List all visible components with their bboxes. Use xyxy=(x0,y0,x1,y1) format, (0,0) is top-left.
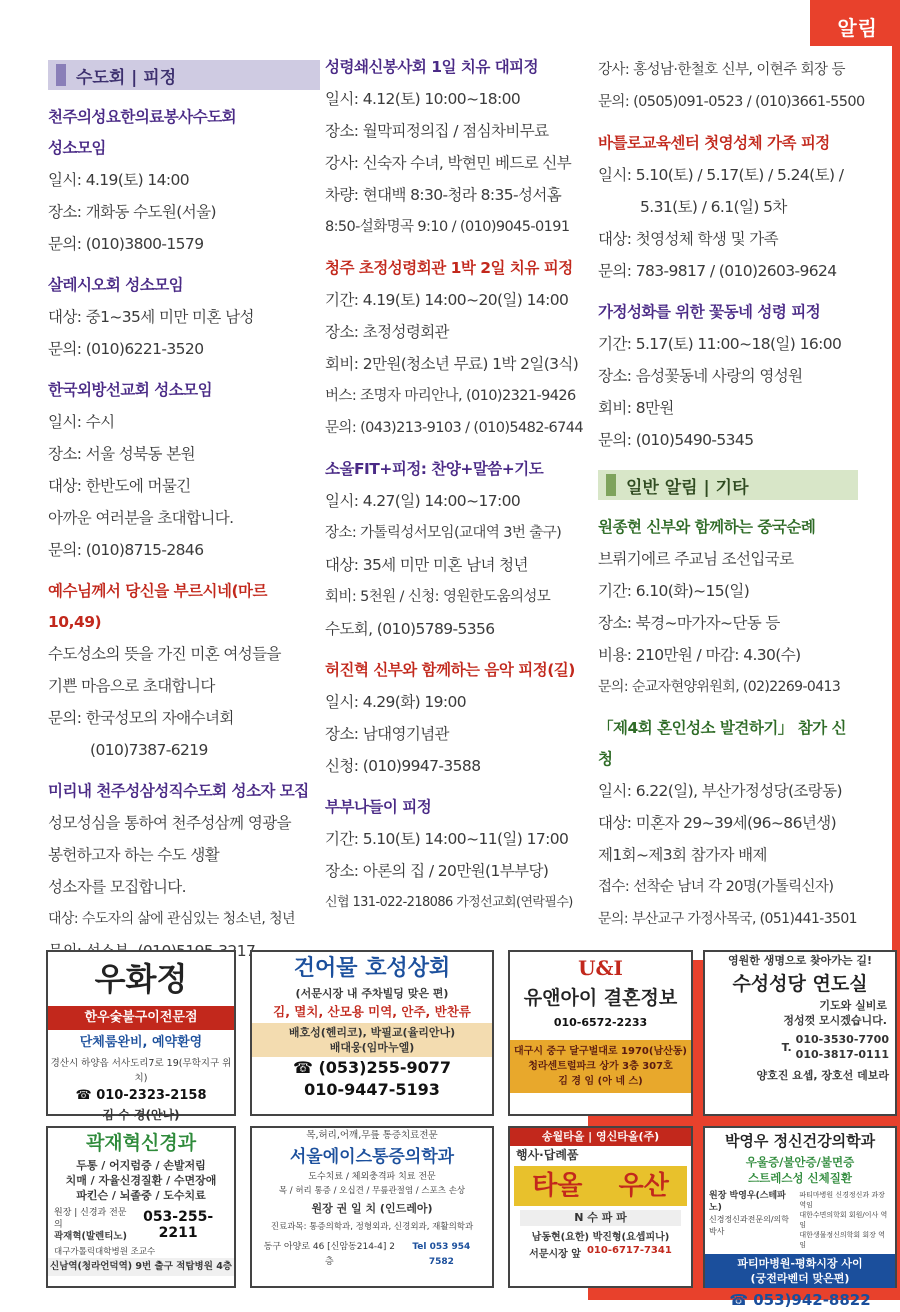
ad-parish-funeral xyxy=(703,950,897,1116)
ad-name: 곽재혁신경과 xyxy=(85,1132,197,1154)
ad-people: 배대웅(임마누엘) xyxy=(329,1041,415,1054)
ad-sub: 단체룸완비, 예약환영 xyxy=(79,1035,203,1050)
notice-line: 대상: 수도자의 삶에 관심있는 청소년, 청년 xyxy=(48,911,295,927)
ad-items: 김, 멸치, 산모용 미역, 안주, 반찬류 xyxy=(273,1004,471,1019)
ad-address: 동구 아양로 46 [신암동214-4] 2층 xyxy=(263,1242,396,1267)
ad-line: 치매 / 자율신경질환 / 수면장애 xyxy=(65,1174,217,1187)
notice-title: 원종현 신부와 함께하는 중국순례 xyxy=(598,518,816,536)
notice-line: 대상: 중1~35세 미만 미혼 남성 xyxy=(48,308,254,326)
notice-title: 바틀로교육센터 첫영성체 가족 피정 xyxy=(598,134,830,152)
notice-line: 성소자를 모집합니다. xyxy=(48,878,187,896)
notice-line: 기간: 4.19(토) 14:00~20(일) 14:00 xyxy=(325,291,569,309)
notice-title: 예수님께서 당신을 부르시네(마르 10,49) xyxy=(48,582,267,631)
notice-line: 일시: 6.22(일), 부산가정성당(조랑동) xyxy=(598,782,842,800)
notice-line: 일시: 수시 xyxy=(48,413,115,431)
notice-item xyxy=(48,776,320,967)
notice-line: 문의: 한국성모의 자애수녀회 xyxy=(48,709,234,727)
ad-owner: 양호진 요셉, 장호선 데보라 xyxy=(756,1069,889,1082)
ad-line: 두통 / 어지럼증 / 손발저림 xyxy=(76,1159,206,1172)
ad-band: 파티마병원-평화시장 사이 xyxy=(737,1257,863,1270)
notice-line: 문의: 부산교구 가정사목국, (051)441-3501 xyxy=(598,911,857,927)
notice-line: 강사: 신숙자 수녀, 박현민 베드로 신부 xyxy=(325,154,572,172)
notice-line: 일시: 4.12(토) 10:00~18:00 xyxy=(325,90,521,108)
ad-top: 목,허리,어깨,무릎 통증치료전문 xyxy=(306,1130,438,1141)
ad-pain-clinic xyxy=(250,1126,494,1288)
notice-line: 장소: 남대영기념관 xyxy=(325,725,449,743)
notice-line: 수도회, (010)5789-5356 xyxy=(325,620,495,638)
notice-title: 소울FIT+피정: 찬양+말씀+기도 xyxy=(325,460,544,478)
ad-phone: ☎ 010-2323-2158 xyxy=(75,1088,207,1103)
notice-item xyxy=(48,270,320,365)
notice-line: 수도성소의 뜻을 가진 미혼 여성들을 xyxy=(48,645,281,663)
notice-line: 기쁜 마음으로 초대합니다 xyxy=(48,677,215,695)
notice-line: 접수: 선착순 남녀 각 20명(가톨릭신자) xyxy=(598,879,834,895)
ad-logo: U&I xyxy=(578,956,623,980)
ad-towel-umbrella xyxy=(508,1126,693,1288)
ad-message: 정성껏 모시겠습니다. xyxy=(783,1014,887,1027)
notice-line: 차량: 현대백 8:30-청라 8:35-성서홈 xyxy=(325,186,562,204)
notice-line: 회비: 2만원(청소년 무료) 1박 2일(3식) xyxy=(325,355,579,373)
section-header-retreat: 수도회 | 피정 xyxy=(48,60,320,90)
ad-message: 기도와 실비로 xyxy=(819,999,887,1012)
notice-line: 제1회~제3회 참가자 배제 xyxy=(598,846,767,864)
notice-title: 미리내 천주성삼성직수도회 성소자 모집 xyxy=(48,782,309,800)
ad-map: N 수 파 파 xyxy=(520,1210,681,1226)
notice-title: 「제4회 혼인성소 발견하기」 참가 신청 xyxy=(598,719,847,768)
ad-name: 서울에이스통증의학과 xyxy=(289,1147,455,1167)
ad-doctor: 원장 박영우(스테파노) xyxy=(709,1191,786,1213)
notice-line: 신청: (010)9947-3588 xyxy=(325,757,481,775)
ad-line: 스트레스성 신체질환 xyxy=(748,1171,852,1185)
notice-title: 성소모임 xyxy=(48,139,106,157)
notice-line: 문의: 순교자현양위원회, (02)2269-0413 xyxy=(598,679,841,695)
notice-line: 8:50-설화명곡 9:10 / (010)9045-0191 xyxy=(325,219,570,235)
notice-line: 문의: (010)3800-1579 xyxy=(48,235,204,253)
notice-line: 문의: (010)5490-5345 xyxy=(598,431,754,449)
notice-line: 회비: 5천원 / 신청: 영원한도움의성모 xyxy=(325,589,551,605)
notice-line: 장소: 초정성령회관 xyxy=(325,323,449,341)
section-label: 알림 xyxy=(837,16,878,40)
ad-top: 영원한 생명으로 찾아가는 길! xyxy=(727,954,873,967)
ad-band: 한우숯불구이전문점 xyxy=(48,1006,234,1030)
notice-line: 일시: 4.29(화) 19:00 xyxy=(325,693,467,711)
notice-line: 장소: 가톨릭성서모임(교대역 3번 출구) xyxy=(325,525,562,541)
ad-line: 도수치료 / 체외충격파 치료 전문 xyxy=(308,1172,436,1182)
ad-phone: 010-9447-5193 xyxy=(304,1080,440,1099)
ad-doctor: 원장 | 신경과 전문의 xyxy=(54,1208,127,1230)
notice-line: 장소: 월막피정의집 / 점심차비무료 xyxy=(325,122,549,140)
ad-marriage-agency xyxy=(508,950,693,1116)
ad-address: 대구시 중구 달구벌대로 1970(남산동) xyxy=(514,1046,687,1057)
ad-people: 배호성(헨리코), 박필교(율리안나) xyxy=(288,1026,456,1039)
ad-dried-seafood xyxy=(250,950,494,1116)
notice-item xyxy=(325,52,597,243)
ad-phone: 010-6572-2233 xyxy=(553,1016,648,1029)
ad-address: 경산시 하양읍 서사도리7로 19(무학지구 위치) xyxy=(50,1058,232,1084)
notice-line: 일시: 5.10(토) / 5.17(토) / 5.24(토) / xyxy=(598,166,844,184)
notice-line: 성모성심을 통하여 천주성삼께 영광을 xyxy=(48,814,291,832)
notice-item xyxy=(325,655,597,782)
notice-title: 천주의성요한의료봉사수도회 xyxy=(48,108,237,126)
ad-phone: ☎ (053)255-9077 xyxy=(292,1058,452,1077)
notice-line: 기간: 5.10(토) 14:00~11(일) 17:00 xyxy=(325,830,569,848)
notice-item xyxy=(598,713,858,935)
ad-psychiatry-clinic xyxy=(703,1126,897,1309)
notice-line: 일시: 4.27(일) 14:00~17:00 xyxy=(325,492,521,510)
notice-line: 기간: 6.10(화)~15(일) xyxy=(598,582,750,600)
notice-line: 신협 131-022-218086 가정선교회(연락필수) xyxy=(325,895,573,910)
ad-sub: 행사·답례품 xyxy=(516,1148,579,1162)
ad-location: 서문시장 앞 xyxy=(529,1249,581,1260)
notice-item xyxy=(325,792,597,919)
ad-phone: 053-255-2211 xyxy=(143,1209,214,1241)
ad-owner: 김 경 임 (아 네 스) xyxy=(558,1076,643,1087)
ad-history: 대한생물정신의학회 회장 역임 xyxy=(799,1231,885,1249)
notice-line: 강사: 홍성남·한철호 신부, 이현주 회장 등 xyxy=(598,62,845,78)
ad-phone: Tel 053 954 7582 xyxy=(412,1242,471,1267)
notice-item xyxy=(48,375,320,566)
notice-line: 대상: 첫영성체 학생 및 가족 xyxy=(598,230,779,248)
ad-doctor: 곽재혁(발렌티노) xyxy=(54,1231,127,1242)
notice-item xyxy=(598,297,858,456)
ad-line: 우울증/불안증/불면증 xyxy=(745,1155,855,1169)
notice-line: 5.31(토) / 6.1(일) 5차 xyxy=(640,198,787,216)
notice-line: 장소: 아론의 집 / 20만원(1부부당) xyxy=(325,862,549,880)
notice-title: 허진혁 신부와 함께하는 음악 피정(길) xyxy=(325,661,575,679)
notice-line: 기간: 5.17(토) 11:00~18(일) 16:00 xyxy=(598,335,842,353)
notice-item xyxy=(48,102,320,260)
ad-line: 파킨슨 / 뇌졸중 / 도수치료 xyxy=(76,1189,206,1202)
section-header-general: 일반 알림 | 기타 xyxy=(598,470,858,500)
ad-restaurant xyxy=(46,950,236,1122)
ad-top: 송월타올 | 영신타올(주) xyxy=(510,1128,691,1146)
ad-phone: 010-6717-7341 xyxy=(586,1245,672,1256)
ad-name: 건어물 호성상회 xyxy=(293,956,451,981)
notice-item xyxy=(598,512,858,703)
notice-title: 한국외방선교회 성소모임 xyxy=(48,381,213,399)
notice-title: 부부나들이 피정 xyxy=(325,798,432,816)
notice-item xyxy=(325,454,597,645)
notice-line: 문의: (043)213-9103 / (010)5482-6744 xyxy=(325,420,584,436)
ad-phone: ☎ 053)942-8822 xyxy=(729,1291,871,1309)
notice-line: 버스: 조명자 마리안나, (010)2321-9426 xyxy=(325,388,576,404)
ad-band: (궁전라벤더 맞은편) xyxy=(750,1272,850,1285)
notice-title: 가정성화를 위한 꽃동네 성령 피정 xyxy=(598,303,821,321)
ad-owner: 김 수 경(안나) xyxy=(102,1108,180,1122)
notice-line: 문의: (0505)091-0523 / (010)3661-5500 xyxy=(598,94,865,110)
notice-title: 살레시오회 성소모임 xyxy=(48,276,184,294)
notice-line: 문의: 783-9817 / (010)2603-9624 xyxy=(598,262,837,280)
notice-line: 문의: (010)6221-3520 xyxy=(48,340,204,358)
ad-note: (서문시장 내 주차빌딩 맞은 편) xyxy=(295,987,449,1000)
ad-doctor: 원장 권 일 치 (인드레아) xyxy=(311,1202,433,1215)
ad-cert: 대구가톨릭대학병원 조교수 xyxy=(54,1247,156,1257)
ad-history: 파티마병원 신경정신과 과장 역임 xyxy=(799,1191,885,1209)
column-2 xyxy=(325,52,597,919)
ad-name: 유앤아이 결혼정보 xyxy=(523,987,678,1009)
column-1 xyxy=(48,52,320,967)
notice-item xyxy=(48,576,320,766)
notice-title: 청주 초정성령회관 1박 2일 치유 피정 xyxy=(325,259,573,277)
notice-line: 봉헌하고자 하는 수도 생활 xyxy=(48,846,220,864)
notice-line: 대상: 35세 미만 미혼 남녀 청년 xyxy=(325,556,528,574)
ad-phone: 010-3530-7700 xyxy=(795,1033,889,1046)
notice-line: 비용: 210만원 / 마감: 4.30(수) xyxy=(598,646,801,664)
ad-name: 수성성당 연도실 xyxy=(732,973,868,995)
column-3 xyxy=(598,54,865,935)
ad-doctor: 신경정신과전문의/의학박사 xyxy=(709,1215,789,1236)
notice-line: 장소: 서울 성북동 본원 xyxy=(48,445,195,463)
notice-line: 브뤼기에르 주교님 조선입국로 xyxy=(598,550,794,568)
notice-line: 장소: 북경~마가자~단동 등 xyxy=(598,614,780,632)
notice-line: (010)7387-6219 xyxy=(90,741,208,759)
side-red-band xyxy=(892,46,900,966)
notice-line: 장소: 개화동 수도원(서울) xyxy=(48,203,216,221)
ad-address: 신남역(청라언덕역) 9번 출구 적탑병원 4층 xyxy=(48,1258,234,1276)
ad-phone: 010-3817-0111 xyxy=(795,1048,889,1061)
ad-dept: 진료과목: 통증의학과, 정형외과, 신경외과, 재활의학과 xyxy=(270,1222,474,1232)
ad-history: 대한수면의학회 회원/이사 역임 xyxy=(799,1211,888,1229)
ad-address: 청라센트럴파크 상가 3층 307호 xyxy=(528,1061,673,1072)
ad-word: 우산 xyxy=(618,1171,669,1201)
notice-item xyxy=(598,128,858,287)
notice-line: 아까운 여러분을 초대합니다. xyxy=(48,509,234,527)
ad-name: 박영우 정신건강의학과 xyxy=(724,1132,876,1150)
ad-tel-label: T. xyxy=(781,1040,792,1054)
ad-name: 우화정 xyxy=(94,960,188,998)
ad-line: 목 / 허리 통증 / 오십견 / 무릎관절염 / 스포츠 손상 xyxy=(278,1186,466,1196)
ad-word: 타올 xyxy=(532,1171,583,1201)
notice-line: 장소: 음성꽃동네 사랑의 영성원 xyxy=(598,367,803,385)
notice-title: 성령쇄신봉사회 1일 치유 대피정 xyxy=(325,58,539,76)
notice-line: 일시: 4.19(토) 14:00 xyxy=(48,171,190,189)
notice-line: 대상: 한반도에 머물긴 xyxy=(48,477,191,495)
notice-line: 대상: 미혼자 29~39세(96~86년생) xyxy=(598,814,837,832)
notice-item xyxy=(325,253,597,444)
notice-line: 문의: (010)8715-2846 xyxy=(48,541,204,559)
ad-people: 남동현(요한) 박진형(요셉피나) xyxy=(531,1232,670,1243)
ad-neurology-clinic xyxy=(46,1126,236,1288)
notice-line: 회비: 8만원 xyxy=(598,399,674,417)
